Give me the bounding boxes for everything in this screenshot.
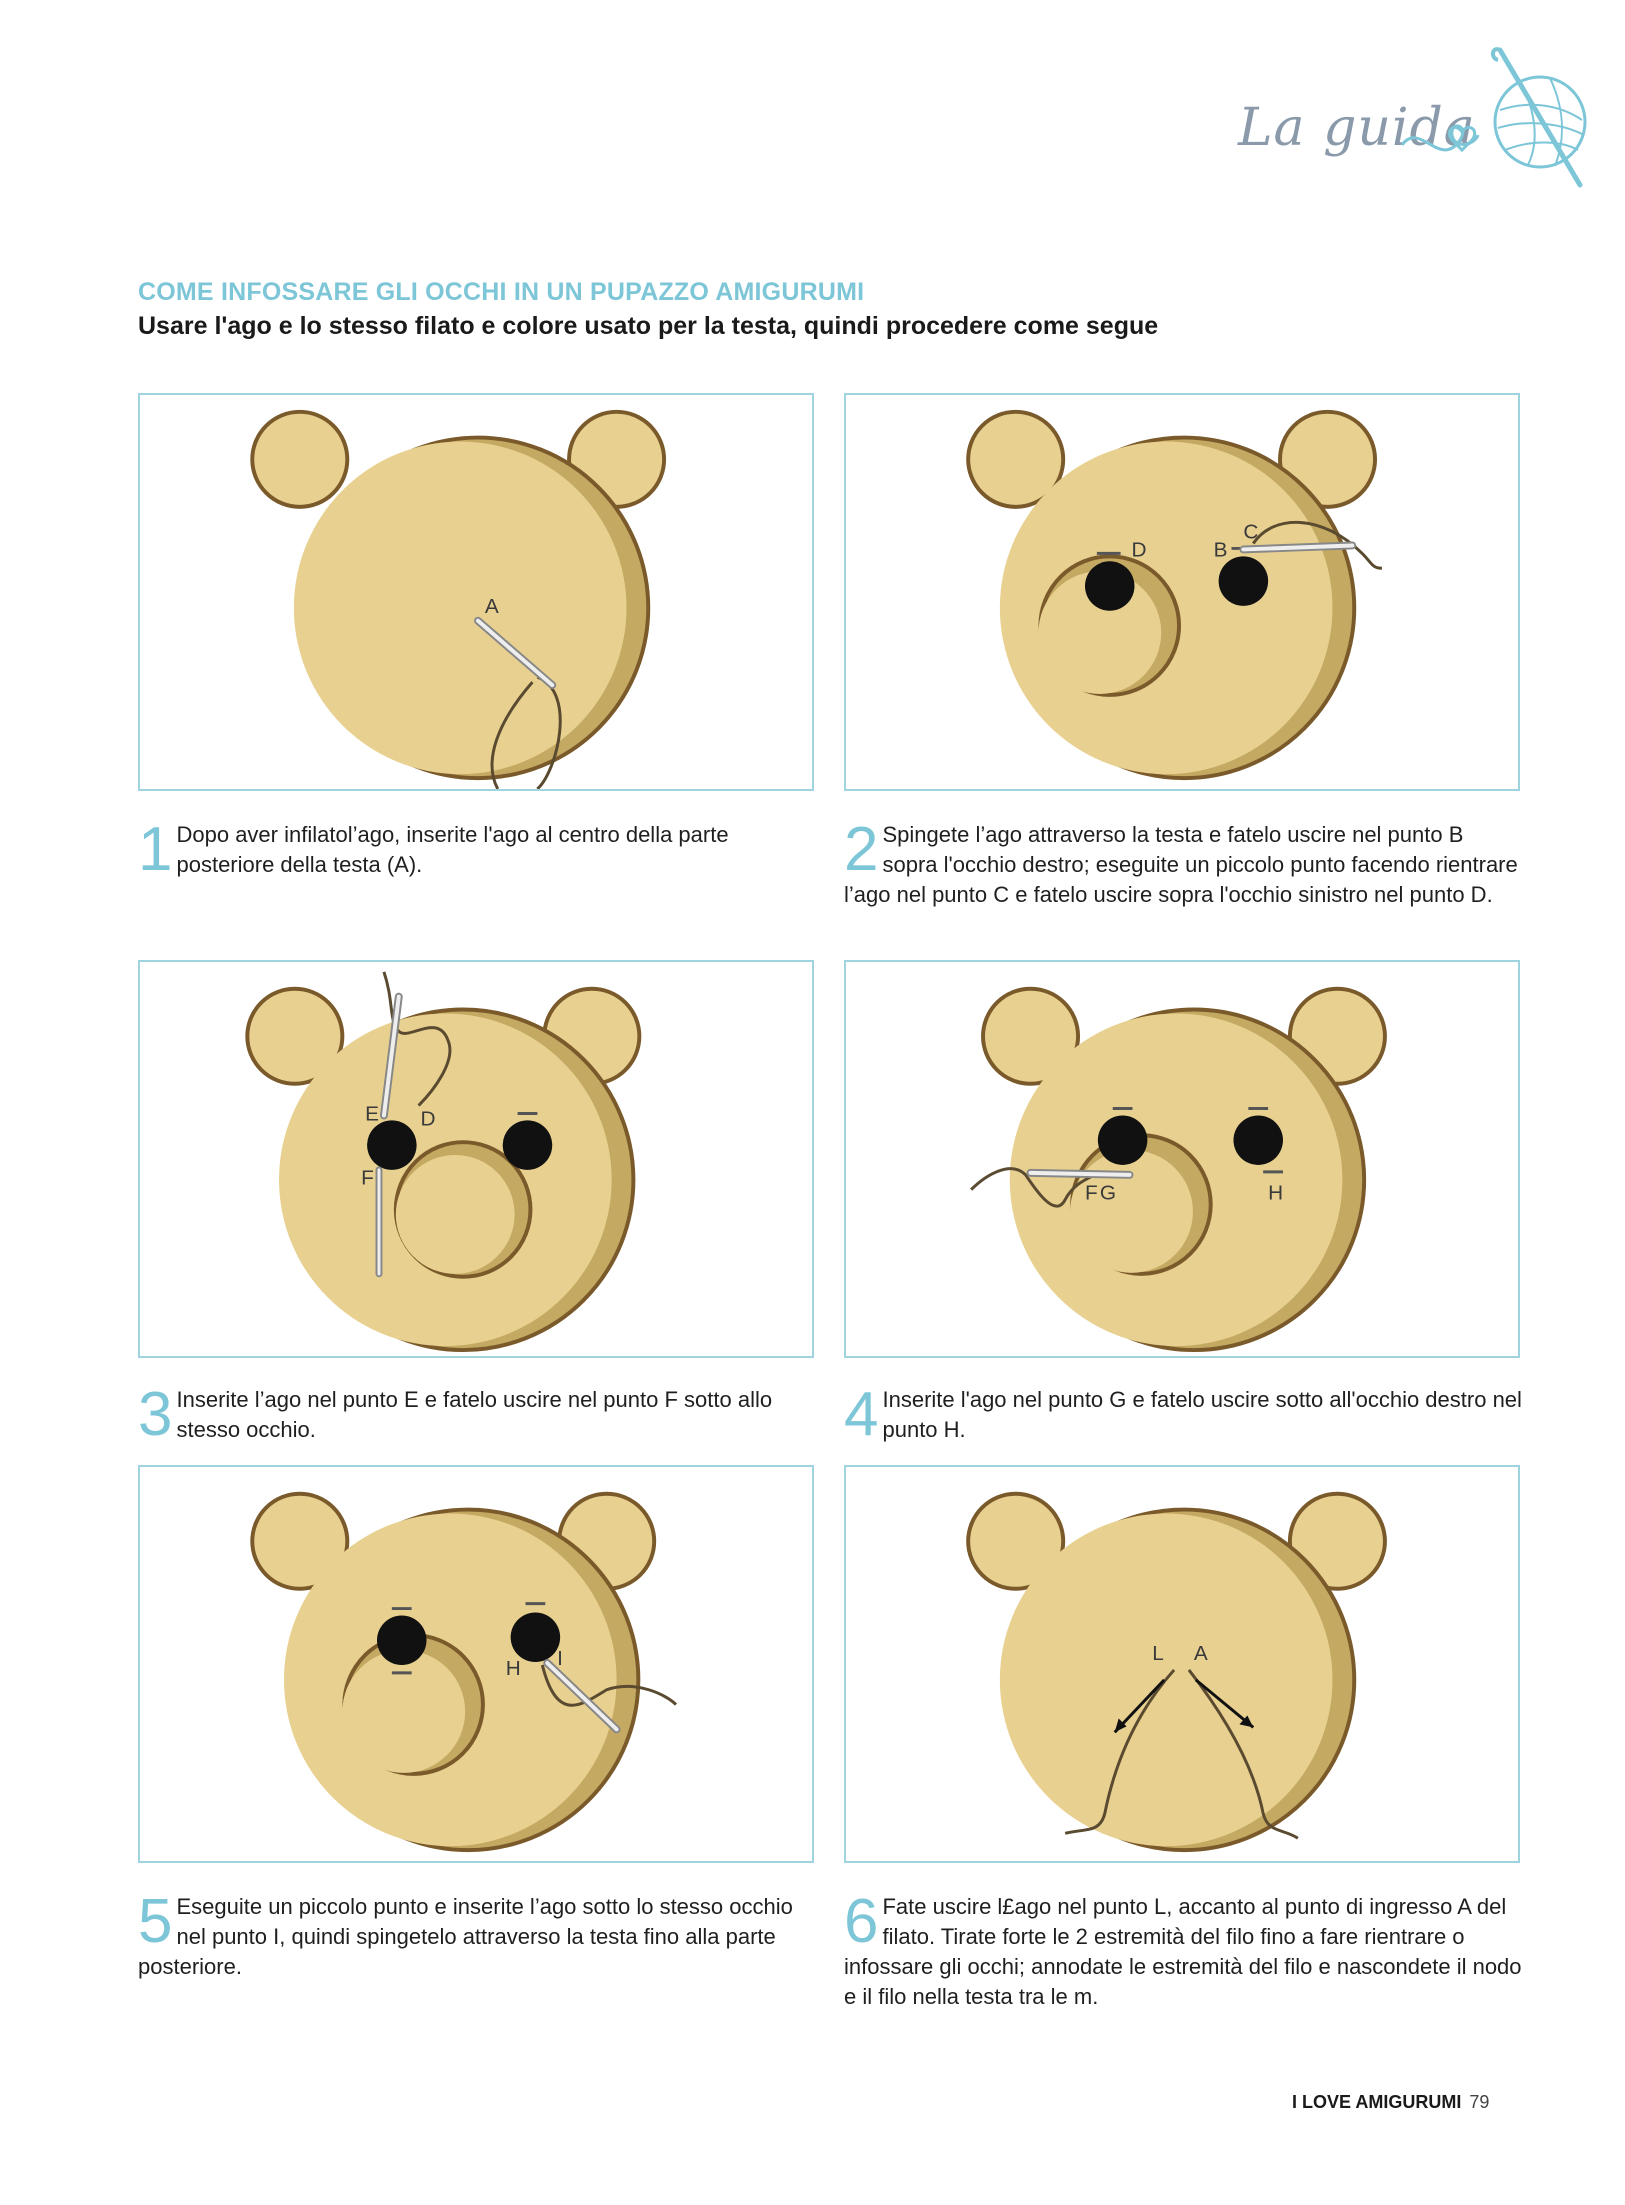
step-description: Spingete l’ago attraverso la testa e fatelo uscire nel punto B sopra l'occhio destro; eseguite un piccolo punto facendo rientrare l’ago nel punto C e fatelo uscire sopra l'occhio sinistro nel punto D. (844, 822, 1518, 907)
point-label: A (484, 594, 499, 618)
step-number: 2 (844, 815, 879, 884)
step-number: 6 (844, 1887, 879, 1956)
yarn-ball-crochet-hook-icon (1400, 40, 1590, 190)
step-description: Inserite l'ago nel punto G e fatelo uscire sotto all'occhio destro nel punto H. (882, 1387, 1522, 1442)
header-script-title: La guida (1238, 98, 1476, 158)
step-1-text (138, 815, 818, 884)
point-label: B (1213, 538, 1228, 562)
step-number: 1 (138, 815, 173, 884)
step-3-illustration (138, 960, 814, 1358)
step-description: Eseguite un piccolo punto e inserite l’ago sotto lo stesso occhio nel punto I, quindi spingetelo attraverso la testa fino alla parte posteriore. (138, 1894, 793, 1979)
step-number: 4 (844, 1380, 879, 1449)
step-3-text (138, 1380, 818, 1449)
point-label: F (1084, 1181, 1098, 1205)
point-label: F (361, 1166, 374, 1190)
step-description: Inserite l’ago nel punto E e fatelo uscire nel punto F sotto allo stesso occhio. (176, 1387, 773, 1442)
step-6-text (844, 1887, 1524, 2012)
step-number: 5 (138, 1887, 173, 1956)
step-2-text (844, 815, 1524, 910)
point-label: G (1099, 1181, 1116, 1205)
point-label: D (420, 1107, 436, 1131)
page-number: 79 (1469, 2092, 1490, 2112)
point-label: H (1268, 1181, 1284, 1205)
step-2-illustration (844, 393, 1520, 791)
step-description: Fate uscire l£ago nel punto L, accanto al punto di ingresso A del filato. Tirate forte le 2 estremità del filo fino a fare rientrare o infossare gli occhi; annodate le estremità del filo e nascondete il nodo e il filo nella testa tra le m. (844, 1894, 1522, 2009)
point-label: D (1131, 538, 1147, 562)
step-5-illustration (138, 1465, 814, 1863)
point-label: E (365, 1102, 379, 1126)
step-number: 3 (138, 1380, 173, 1449)
step-4-text (844, 1380, 1524, 1449)
point-label: A (1193, 1642, 1208, 1666)
point-label: L (1152, 1642, 1164, 1666)
section-subtitle: Usare l'ago e lo stesso filato e colore usato per la testa, quindi procedere come segue (138, 312, 1159, 340)
step-description: Dopo aver infilatol’ago, inserite l'ago al centro della parte posteriore della testa (A). (176, 822, 729, 877)
point-label: C (1243, 520, 1259, 544)
page-footer (1292, 2092, 1489, 2113)
step-5-text (138, 1887, 818, 1982)
magazine-brand: I LOVE AMIGURUMI (1292, 2092, 1462, 2112)
step-4-illustration (844, 960, 1520, 1358)
point-label: I (557, 1646, 563, 1670)
point-label: H (505, 1656, 521, 1680)
section-title: COME INFOSSARE GLI OCCHI IN UN PUPAZZO AMIGURUMI (138, 278, 865, 306)
step-6-illustration (844, 1465, 1520, 1863)
step-1-illustration (138, 393, 814, 791)
